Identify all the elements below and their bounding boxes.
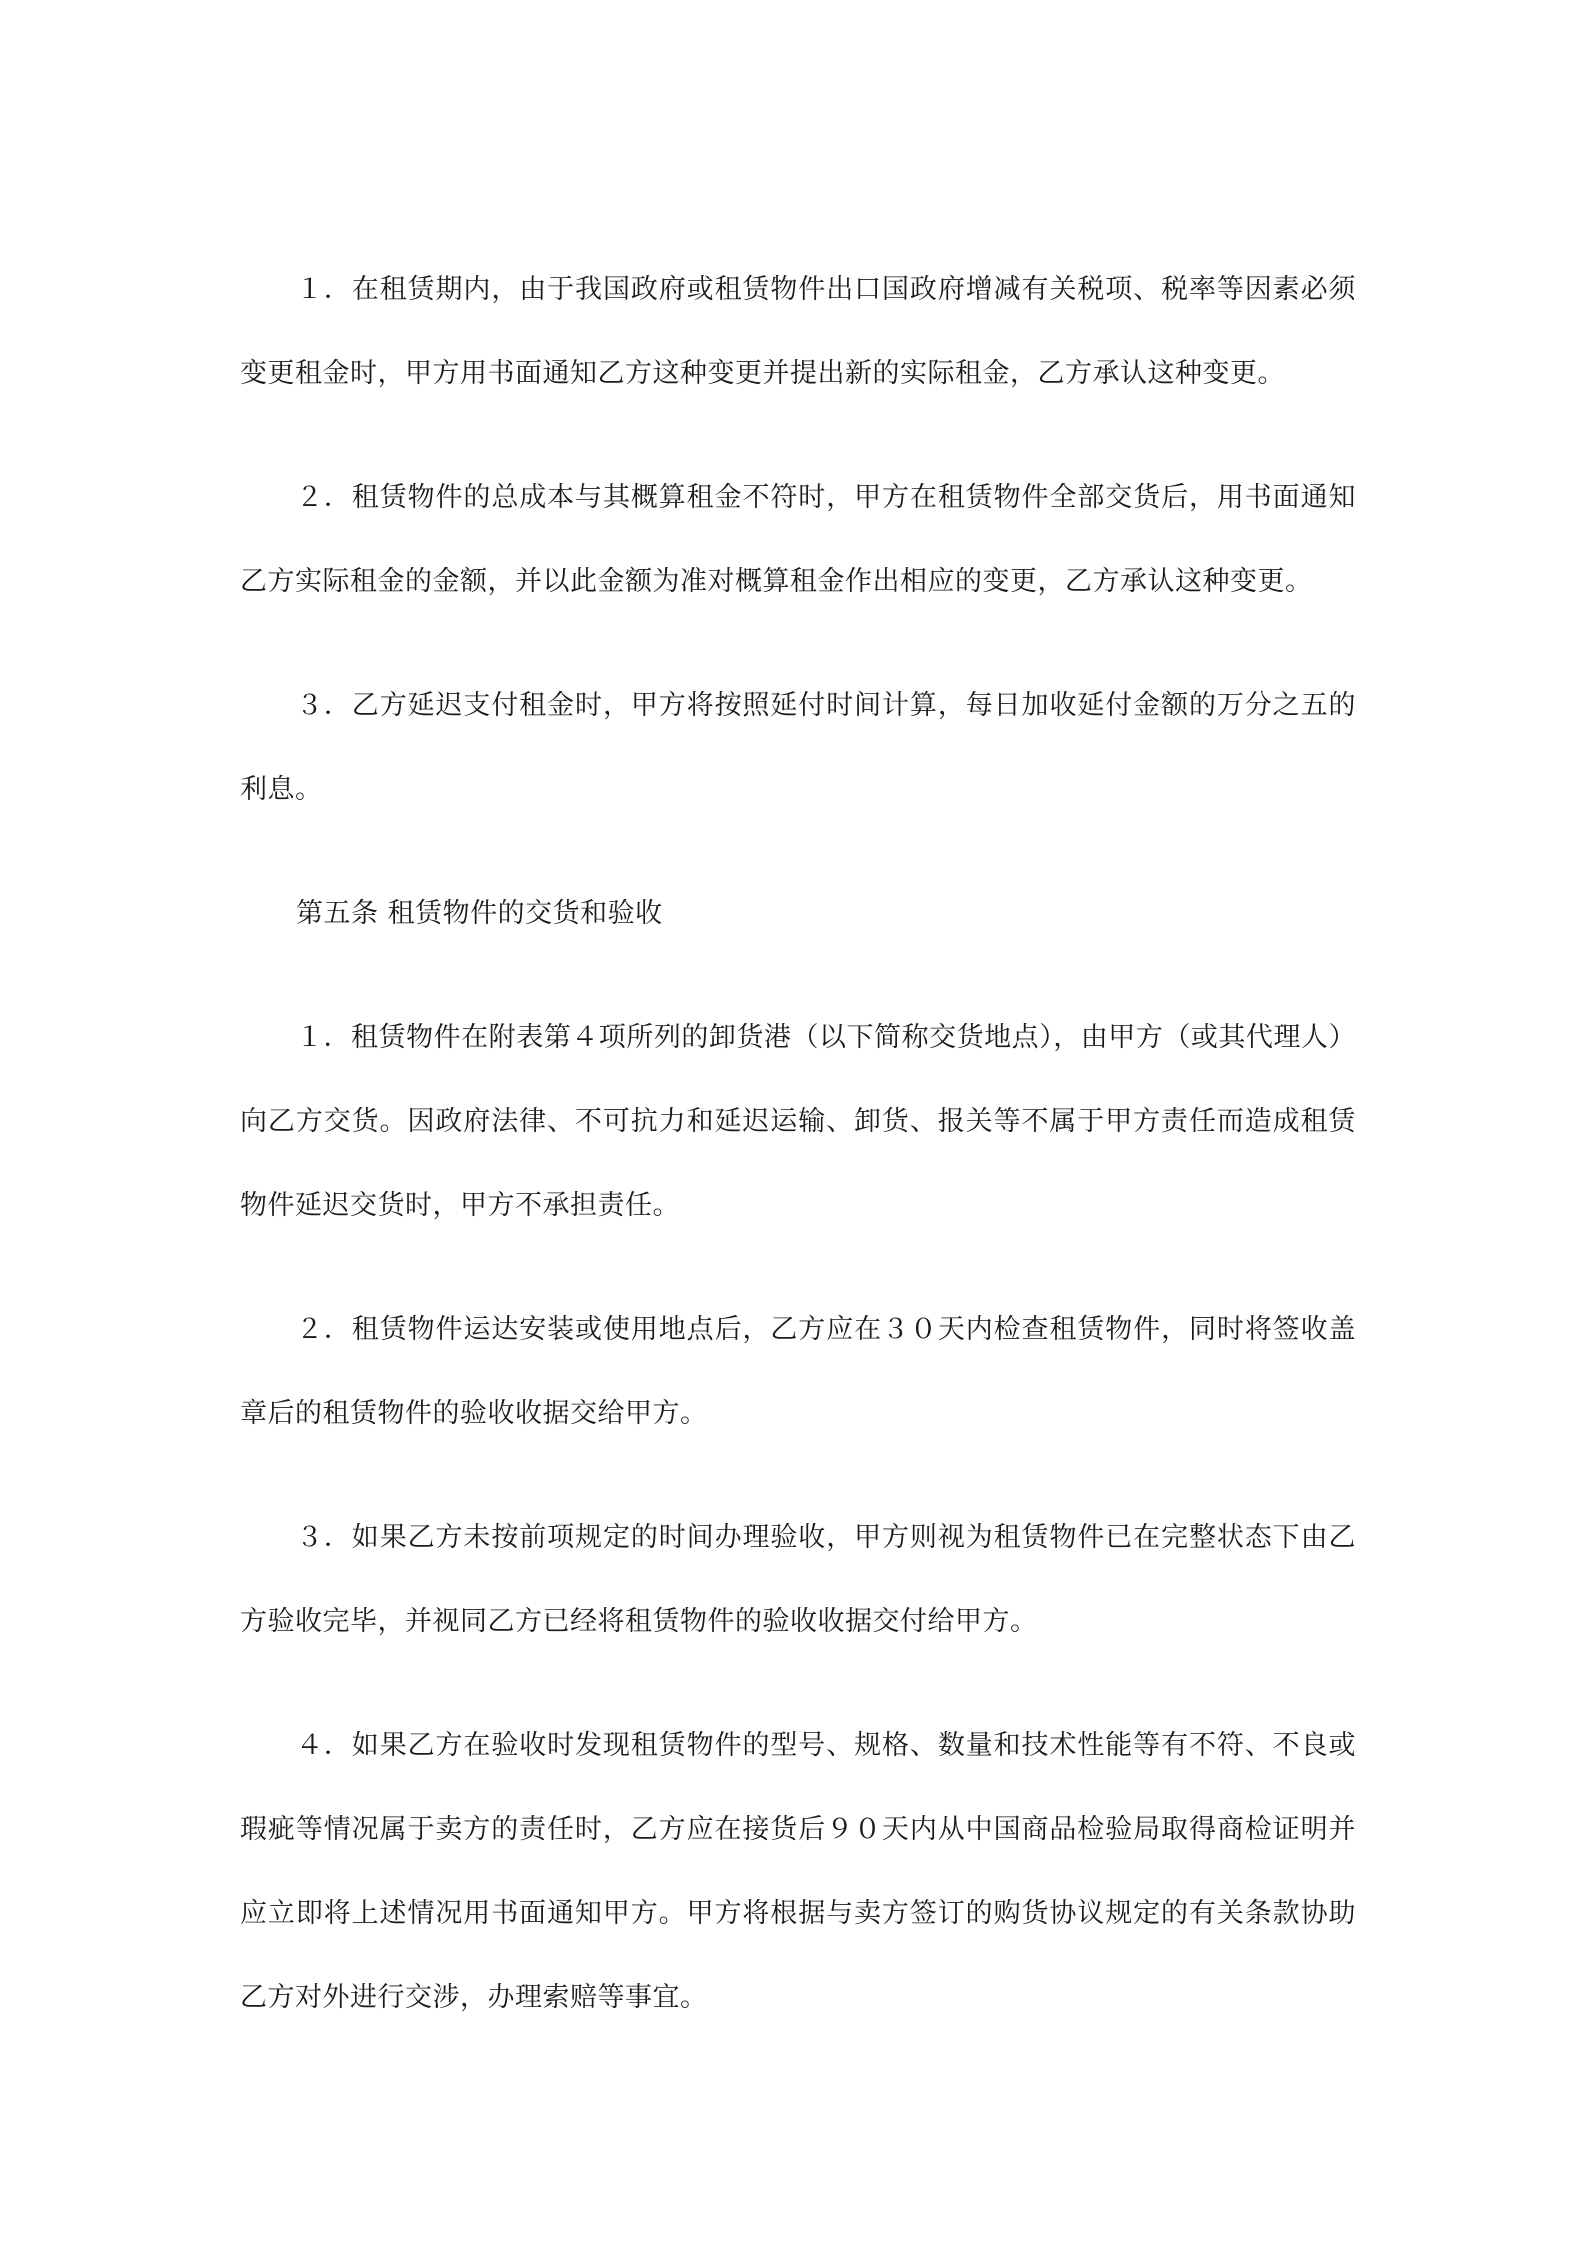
paragraph-inspection-30-days: ２．租赁物件运达安装或使用地点后，乙方应在３０天内检查租赁物件，同时将签收盖章后的租赁物件的验收收据交给甲方。 [240,1314,1356,1429]
paragraph-defect-claims: ４．如果乙方在验收时发现租赁物件的型号、规格、数量和技术性能等有不符、不良或瑕疵等情况属于卖方的责任时，乙方应在接货后９０天内从中国商品检验局取得商检证明并应立即将上述情况用书面通知甲方。甲方将根据与卖方签订的购货协议规定的有关条款协助乙方对外进行交涉，办理索赔等事宜。 [240,1730,1356,2013]
document-body [240,248,1356,2080]
paragraph-deemed-acceptance: ３．如果乙方未按前项规定的时间办理验收，甲方则视为租赁物件已在完整状态下由乙方验收完毕，并视同乙方已经将租赁物件的验收收据交付给甲方。 [240,1522,1356,1637]
paragraph-rent-change-tax: １．在租赁期内，由于我国政府或租赁物件出口国政府增减有关税项、税率等因素必须变更租金时，甲方用书面通知乙方这种变更并提出新的实际租金，乙方承认这种变更。 [240,274,1356,389]
paragraph-delivery-location: １．租赁物件在附表第４项所列的卸货港（以下简称交货地点），由甲方（或其代理人）向乙方交货。因政府法律、不可抗力和延迟运输、卸货、报关等不属于甲方责任而造成租赁物件延迟交货时，甲方不承担责任。 [240,1022,1356,1221]
paragraph-rent-change-cost: ２．租赁物件的总成本与其概算租金不符时，甲方在租赁物件全部交货后，用书面通知乙方实际租金的金额，并以此金额为准对概算租金作出相应的变更，乙方承认这种变更。 [240,482,1356,597]
section-heading-article-5: 第五条 租赁物件的交货和验收 [296,898,663,929]
paragraph-late-payment-interest: ３．乙方延迟支付租金时，甲方将按照延付时间计算，每日加收延付金额的万分之五的利息。 [240,690,1356,805]
